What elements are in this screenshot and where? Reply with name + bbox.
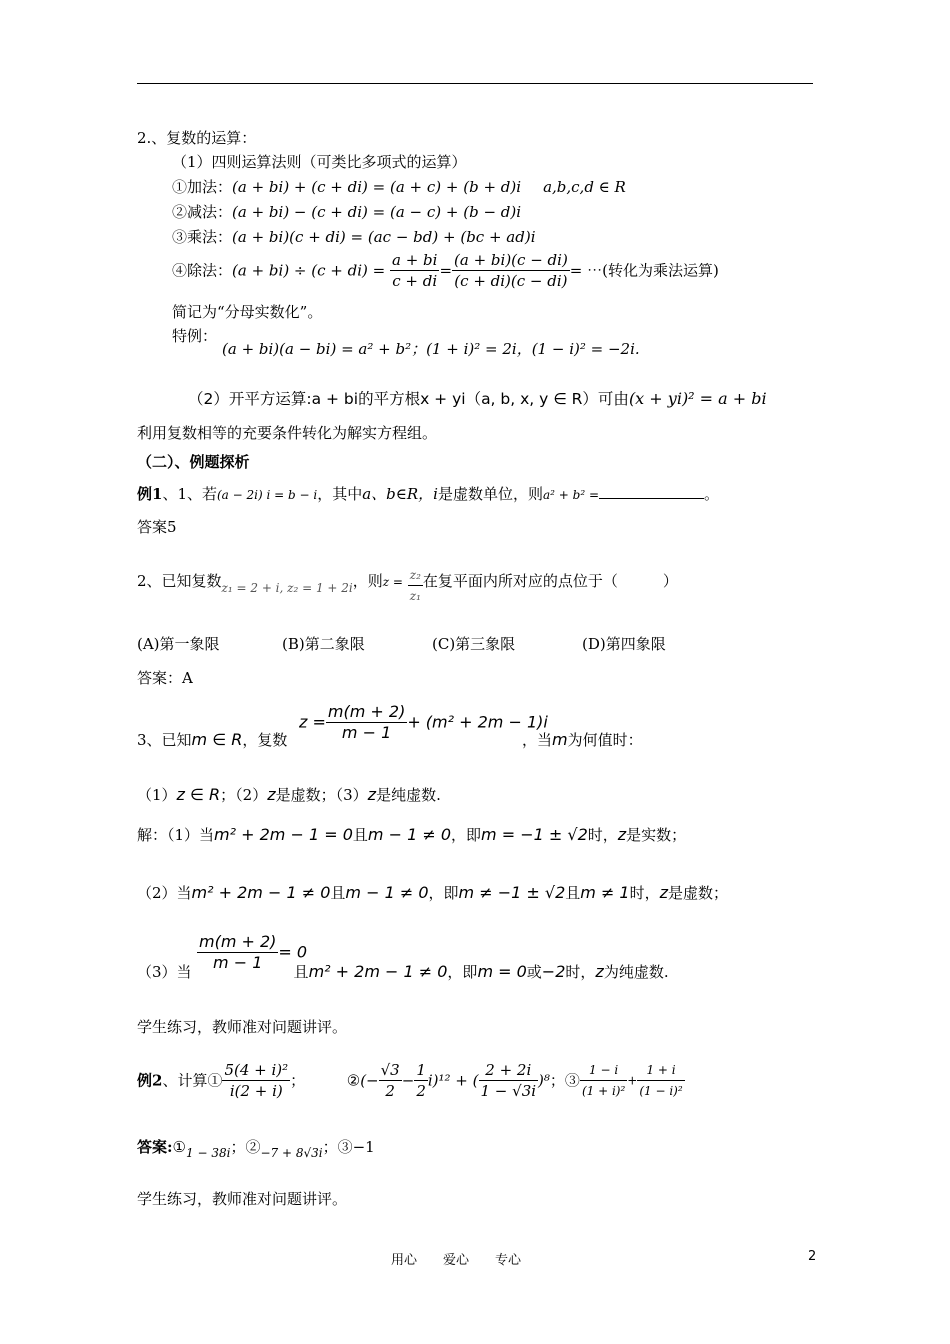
ex2-f3-d2: (1 − i)²: [639, 1084, 683, 1098]
ex2-f1-den: i(2 + i): [229, 1082, 283, 1100]
ex2-answer-1: 1 − 38i: [186, 1146, 231, 1160]
division-line: ④除法：(a + bi) ÷ (c + di) = $\frac{a + bi}{c + di}$ = $\frac{(a + bi)(c - di)}{(c + di)(c - di)}$ = ⋯(转化为乘法运算): [172, 251, 719, 290]
footer-slogan: 用心 爱心 专心: [391, 1253, 522, 1268]
ex2-ans-s2: ；③−1: [322, 1138, 375, 1156]
ex2-f2-n3: 2 + 2i: [479, 1060, 539, 1081]
ex2-f3-d1: (1 + i)²: [581, 1084, 626, 1098]
sqrt-continuation: 利用复数相等的充要条件转化为解实方程组。: [137, 424, 438, 442]
division-fraction-2-den: (c + di)(c − di): [454, 272, 568, 290]
header-rule: [137, 83, 813, 84]
ex1-q3-parts: [137, 785, 441, 805]
ex1-q2-text-a: 2、已知复数: [137, 572, 222, 590]
answer-blank[interactable]: [599, 484, 704, 499]
ex1-q2-formula: z₁ = 2 + i, z₂ = 1 + 2i: [221, 581, 353, 595]
sol2-c: ，即: [428, 884, 459, 902]
sol2-z: z: [659, 883, 669, 902]
ex1-q3-parts-a: （1）: [137, 786, 177, 804]
sol1-f2: m − 1 ≠ 0: [367, 825, 452, 844]
division-fraction-2: [452, 250, 570, 291]
ex2-f2-frac2: [414, 1060, 428, 1101]
ex2-f2-c: )⁸: [538, 1071, 550, 1090]
ex1-q2-z: z =: [382, 575, 403, 589]
ex2-answer-label: 答案:: [137, 1138, 173, 1156]
sqrt-text: （2）开平方运算:a + bi的平方根x + yi（a, b, x, y ∈ R）可由: [188, 390, 629, 408]
addition-domain: a,b,c,d ∈ R: [543, 178, 626, 196]
division-lhs: (a + bi) ÷ (c + di) =: [232, 261, 386, 280]
division-fraction-1-den: c + di: [392, 272, 438, 290]
division-fraction-2-num: (a + bi)(c − di): [454, 251, 568, 269]
practice-note-2: 学生练习，教师准对问题讲评。: [137, 1190, 348, 1208]
sol3-f2: m = 0: [477, 962, 527, 981]
subtraction-line: [172, 202, 521, 222]
ex1-q1-text-b: ，其中: [317, 485, 363, 503]
ex1-q3-tail: [522, 730, 643, 750]
subtraction-formula: (a + bi) − (c + di) = (a − c) + (b − d)i: [232, 203, 522, 221]
sol2-f4: m ≠ 1: [580, 883, 630, 902]
ex2-f2-d1: 2: [385, 1082, 395, 1100]
ex1-label: 例1: [137, 485, 163, 503]
ex1-q1-vars: a、b∈R，i: [362, 485, 438, 503]
sol3-z: z: [595, 962, 604, 981]
sol1-d: 时，: [587, 826, 618, 844]
ex1-q3-text-c: ，当: [522, 731, 553, 749]
multiplication-line: [172, 227, 536, 247]
division-fraction-1-num: a + bi: [392, 251, 438, 269]
addition-line: [172, 177, 626, 197]
solution-1: [137, 825, 686, 845]
ex1-q3-num: m(m + 2): [327, 702, 406, 721]
ex1-question-3: [137, 702, 287, 750]
sol3-f: 为纯虚数.: [603, 963, 669, 981]
ex1-q1-target: a² + b² =: [542, 488, 599, 502]
sol3-b: 且: [293, 963, 309, 981]
sol3-e: 时，: [565, 963, 596, 981]
ex2-f2-a: (−: [360, 1071, 379, 1090]
special-formula: (a + bi)(a − bi) = a² + b²；(1 + i)² = 2i，(1 − i)² = −2i.: [222, 340, 640, 358]
ex2-f2-n2: 1: [416, 1061, 426, 1079]
sol2-a: （2）当: [137, 884, 192, 902]
ex1-q3-parts-d: 是纯虚数.: [376, 786, 441, 804]
ex1-q3-p2: z: [267, 785, 276, 804]
option-a: (A)第一象限: [137, 635, 220, 653]
ex1-q3-m2: m: [552, 730, 568, 749]
ex2-answer-2: −7 + 8√3i: [260, 1146, 323, 1160]
examples-heading: （二）、例题探析: [137, 453, 250, 471]
addition-formula: (a + bi) + (c + di) = (a + c) + (b + d)i: [232, 178, 522, 196]
sol2-f1: m² + 2m − 1 ≠ 0: [191, 883, 331, 902]
ex2-f3-n2: 1 + i: [637, 1060, 684, 1081]
ex2-f3-plus: +: [627, 1073, 638, 1088]
ex1-q3-parts-c: 是虚数；（3）: [275, 786, 368, 804]
ex1-q2-text-b: ，则: [352, 572, 383, 590]
ex2-f2-frac1: [379, 1060, 402, 1101]
sol3-a: （3）当: [137, 963, 192, 981]
ex2-f3-frac1: [580, 1060, 627, 1101]
ex2-f2-n1: √3: [380, 1061, 400, 1079]
sol1-z: z: [617, 825, 627, 844]
sol2-e: 时，: [629, 884, 660, 902]
option-c: (C)第三象限: [432, 635, 516, 653]
ex1-q1-end: 。: [704, 485, 720, 503]
ex2-fraction-1: [222, 1060, 290, 1101]
sol3-eq: = 0: [278, 942, 308, 962]
division-fraction-1: [390, 250, 439, 291]
sol3-d: 或: [526, 963, 542, 981]
ex2-f2-minus: −: [401, 1071, 415, 1090]
ex2-f3-n1: 1 − i: [580, 1060, 627, 1081]
sol3-c: ，即: [447, 963, 478, 981]
sol1-b: 且: [352, 826, 368, 844]
subtraction-label: ②减法：: [172, 203, 233, 221]
ex2-text-a: 、计算①: [162, 1071, 223, 1090]
ex1-question-1: [137, 484, 719, 505]
practice-note-1: 学生练习，教师准对问题讲评。: [137, 1018, 348, 1036]
ex2-ans-c1: ①: [172, 1138, 186, 1156]
ex2-f2-d3: 1 − √3i: [480, 1082, 537, 1100]
option-b: (B)第二象限: [282, 635, 365, 653]
memo-line: 简记为“分母实数化”。: [172, 303, 323, 321]
ex1-answer-2: 答案：A: [137, 669, 193, 687]
sol1-f3: m = −1 ± √2: [481, 825, 588, 844]
sol3-den: m − 1: [213, 953, 263, 972]
ex2-answers: [137, 1137, 375, 1163]
ex2-label: 例2: [137, 1071, 163, 1090]
sol3-f1: m² + 2m − 1 ≠ 0: [308, 962, 448, 981]
ex1-answer-1: 答案5: [137, 518, 177, 536]
ex1-q2-num: z₂: [408, 565, 423, 586]
sol3-num: m(m + 2): [199, 932, 277, 951]
addition-label: ①加法：: [172, 178, 233, 196]
ex2-ans-s1: ；②: [230, 1138, 261, 1156]
ex1-q3-formula: [299, 702, 548, 743]
ex1-q2-text-c: 在复平面内所对应的点位于（ ）: [422, 572, 678, 590]
ex1-q3-z: z =: [299, 712, 326, 732]
sol3-f3: −2: [541, 962, 566, 981]
ex2-f1-num: 5(4 + i)²: [224, 1061, 289, 1079]
ex1-q3-text-d: 为何值时：: [567, 731, 643, 749]
sol2-f: 是虚数；: [668, 884, 729, 902]
ex1-q3-fraction: [326, 702, 407, 743]
ex1-q3-text-a: 3、已知: [137, 731, 192, 749]
ex2-f2-b: i)¹² + (: [427, 1071, 479, 1090]
sol1-c: ，即: [451, 826, 482, 844]
ex2-f2-frac3: [479, 1060, 539, 1101]
ex1-question-2: [137, 565, 678, 606]
subsection-1: （1）四则运算法则（可类比多项式的运算）: [172, 153, 467, 171]
ex1-q1-text-a: 、1、若: [162, 485, 217, 503]
solution-2: [137, 883, 728, 903]
division-label: ④除法：: [172, 261, 233, 280]
ex2-f3-frac2: [637, 1060, 684, 1101]
sol1-a: 解：（1）当: [137, 826, 215, 844]
ex2-f2-d2: 2: [416, 1082, 426, 1100]
ex1-q3-m: m ∈ R: [191, 730, 243, 749]
multiplication-label: ③乘法：: [172, 228, 233, 246]
sol1-f1: m² + 2m − 1 = 0: [214, 825, 353, 844]
multiplication-formula: (a + bi)(c + di) = (ac − bd) + (bc + ad)i: [232, 228, 536, 246]
ex1-q1-text-c: 是虚数单位，则: [437, 485, 543, 503]
ex1-q3-text-b: ，复数: [242, 731, 288, 749]
ex1-q3-parts-b: ；（2）: [220, 786, 268, 804]
division-rhs: = ⋯(转化为乘法运算): [569, 261, 719, 280]
sol1-e: 是实数；: [626, 826, 687, 844]
solution-3: [137, 962, 669, 982]
sol2-d: 且: [565, 884, 581, 902]
ex2-sep1: ；: [290, 1071, 306, 1090]
ex1-q3-den: m − 1: [341, 723, 392, 742]
ex2-c2: ②: [346, 1071, 361, 1090]
ex2-question: [137, 1060, 685, 1101]
ex1-q2-fraction: [408, 565, 423, 606]
ex2-sep2: ；③: [549, 1071, 580, 1090]
ex1-q3-p3: z: [367, 785, 377, 804]
option-d: (D)第四象限: [582, 635, 666, 653]
section-title: 2.、复数的运算：: [137, 129, 257, 147]
sol2-f2: m − 1 ≠ 0: [345, 883, 429, 902]
special-label: 特例：: [172, 327, 218, 345]
ex1-q2-den: z₁: [409, 589, 421, 603]
page-number: 2: [808, 1249, 817, 1264]
sol2-f3: m ≠ −1 ± √2: [458, 883, 566, 902]
sol2-b: 且: [330, 884, 346, 902]
ex1-q3-rest: + (m² + 2m − 1)i: [407, 712, 548, 732]
ex1-q1-formula: (a − 2i) i = b − i: [216, 488, 318, 502]
sqrt-line: [188, 389, 767, 409]
sqrt-formula: (x + yi)² = a + bi: [628, 389, 767, 408]
ex1-q3-p1: z ∈ R: [176, 785, 221, 804]
